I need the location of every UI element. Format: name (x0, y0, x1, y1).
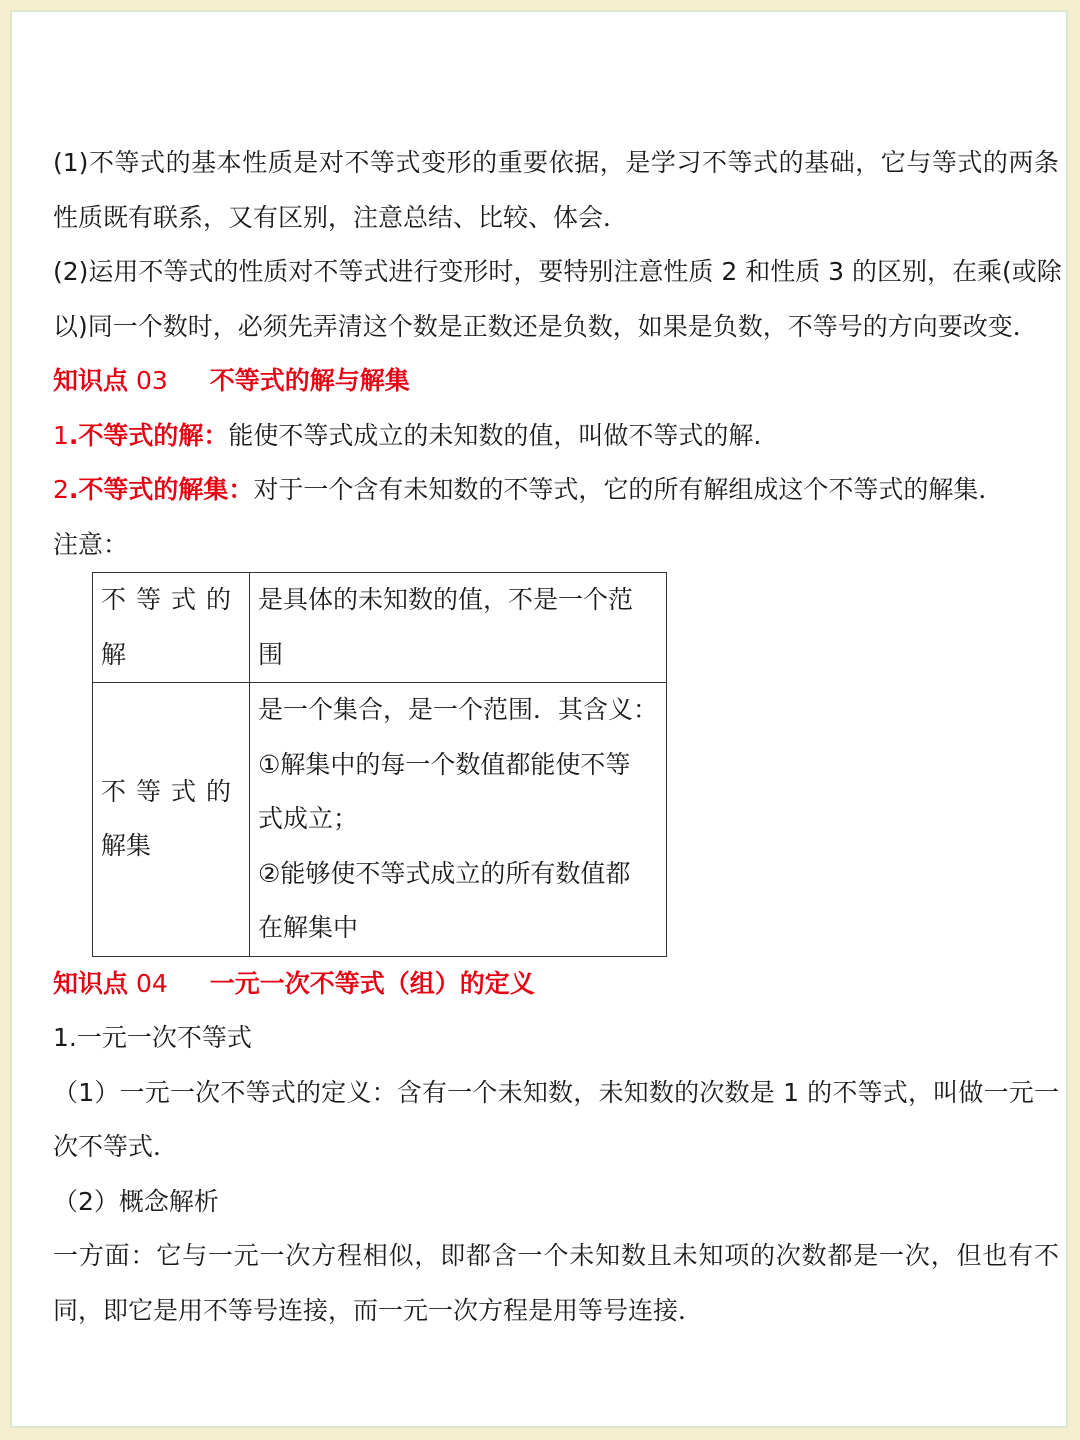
note-table-row-solution (93, 573, 667, 683)
definition-1-number: 1 (53, 420, 69, 450)
section-03-heading (53, 354, 1059, 409)
item-1-concept-line-2: 同，即它是用不等号连接，而一元一次方程是用等号连接． (53, 1295, 704, 1325)
section-04-label: 知识点 (53, 968, 129, 998)
paragraph-2-line-1: (2)运用不等式的性质对不等式进行变形时，要特别注意性质 2 和性质 3 的区别，在乘(或除 (53, 257, 1062, 286)
item-1-definition-line-2: 次不等式． (53, 1132, 179, 1161)
note-body-set-line-1: 是一个集合，是一个范围．其含义： (258, 695, 659, 724)
note-table-body-solution (250, 573, 667, 683)
definition-1-text: 能使不等式成立的未知数的值，叫做不等式的解. (228, 420, 762, 450)
note-table (92, 572, 667, 957)
definition-2-number: 2 (53, 475, 69, 504)
note-body-set-line-4: ②能够使不等式成立的所有数值都 (258, 858, 631, 888)
note-table-head-solution-set (93, 683, 250, 957)
section-04-heading (53, 957, 1059, 1012)
paragraph-1-line-2: 性质既有联系，又有区别，注意总结、比较、体会． (53, 202, 629, 232)
note-body-set-line-5: 在解集中 (258, 913, 359, 942)
note-table-head-solution (93, 573, 250, 683)
section-04-number: 04 (135, 968, 168, 998)
section-03-number: 03 (135, 366, 168, 395)
section-03-label: 知识点 (53, 366, 129, 395)
note-head-set-line-1: 不等式的 (101, 776, 242, 806)
definition-2 (53, 463, 1059, 518)
item-1-definition-line-1: （1）一元一次不等式的定义：含有一个未知数，未知数的次数是 1 的不等式，叫做一元一 (53, 1077, 1059, 1107)
definition-2-text: 对于一个含有未知数的不等式，它的所有解组成这个不等式的解集． (253, 475, 1004, 504)
section-03-title: 不等式的解与解集 (209, 366, 410, 395)
definition-1 (53, 409, 1059, 464)
note-table-row-solution-set (93, 683, 667, 957)
note-label: 注意： (53, 529, 129, 559)
note-head-solution-line-1: 不等式的 (101, 585, 242, 614)
item-1-title: 1.一元一次不等式 (53, 1023, 252, 1052)
note-head-set-line-2: 解集 (101, 831, 152, 861)
note-head-solution-line-2: 解 (101, 639, 127, 669)
definition-2-term: .不等式的解集： (68, 475, 254, 504)
note-body-set-line-3: 式成立； (258, 804, 359, 833)
note-table-body-solution-set (250, 683, 667, 957)
document-content (53, 136, 1062, 1338)
note-body-solution-line-1: 是具体的未知数的值，不是一个范 (258, 585, 634, 614)
item-1-concept-line-1: 一方面：它与一元一次方程相似，即都含一个未知数且未知项的次数都是一次，但也有不 (53, 1241, 1059, 1270)
paragraph-2-line-2: 以)同一个数时，必须先弄清这个数是正数还是负数，如果是负数，不等号的方向要改变． (53, 311, 1038, 341)
page (10, 10, 1068, 1428)
item-1-concept-heading: （2）概念解析 (53, 1186, 219, 1216)
paragraph-1-line-1: (1)不等式的基本性质是对不等式变形的重要依据，是学习不等式的基础，它与等式的两条 (53, 148, 1059, 177)
note-body-set-line-2: ①解集中的每一个数值都能使不等 (258, 749, 631, 779)
definition-1-term: .不等式的解： (68, 420, 229, 450)
section-04-title: 一元一次不等式（组）的定义 (209, 968, 535, 998)
note-body-solution-line-2: 围 (258, 639, 284, 669)
